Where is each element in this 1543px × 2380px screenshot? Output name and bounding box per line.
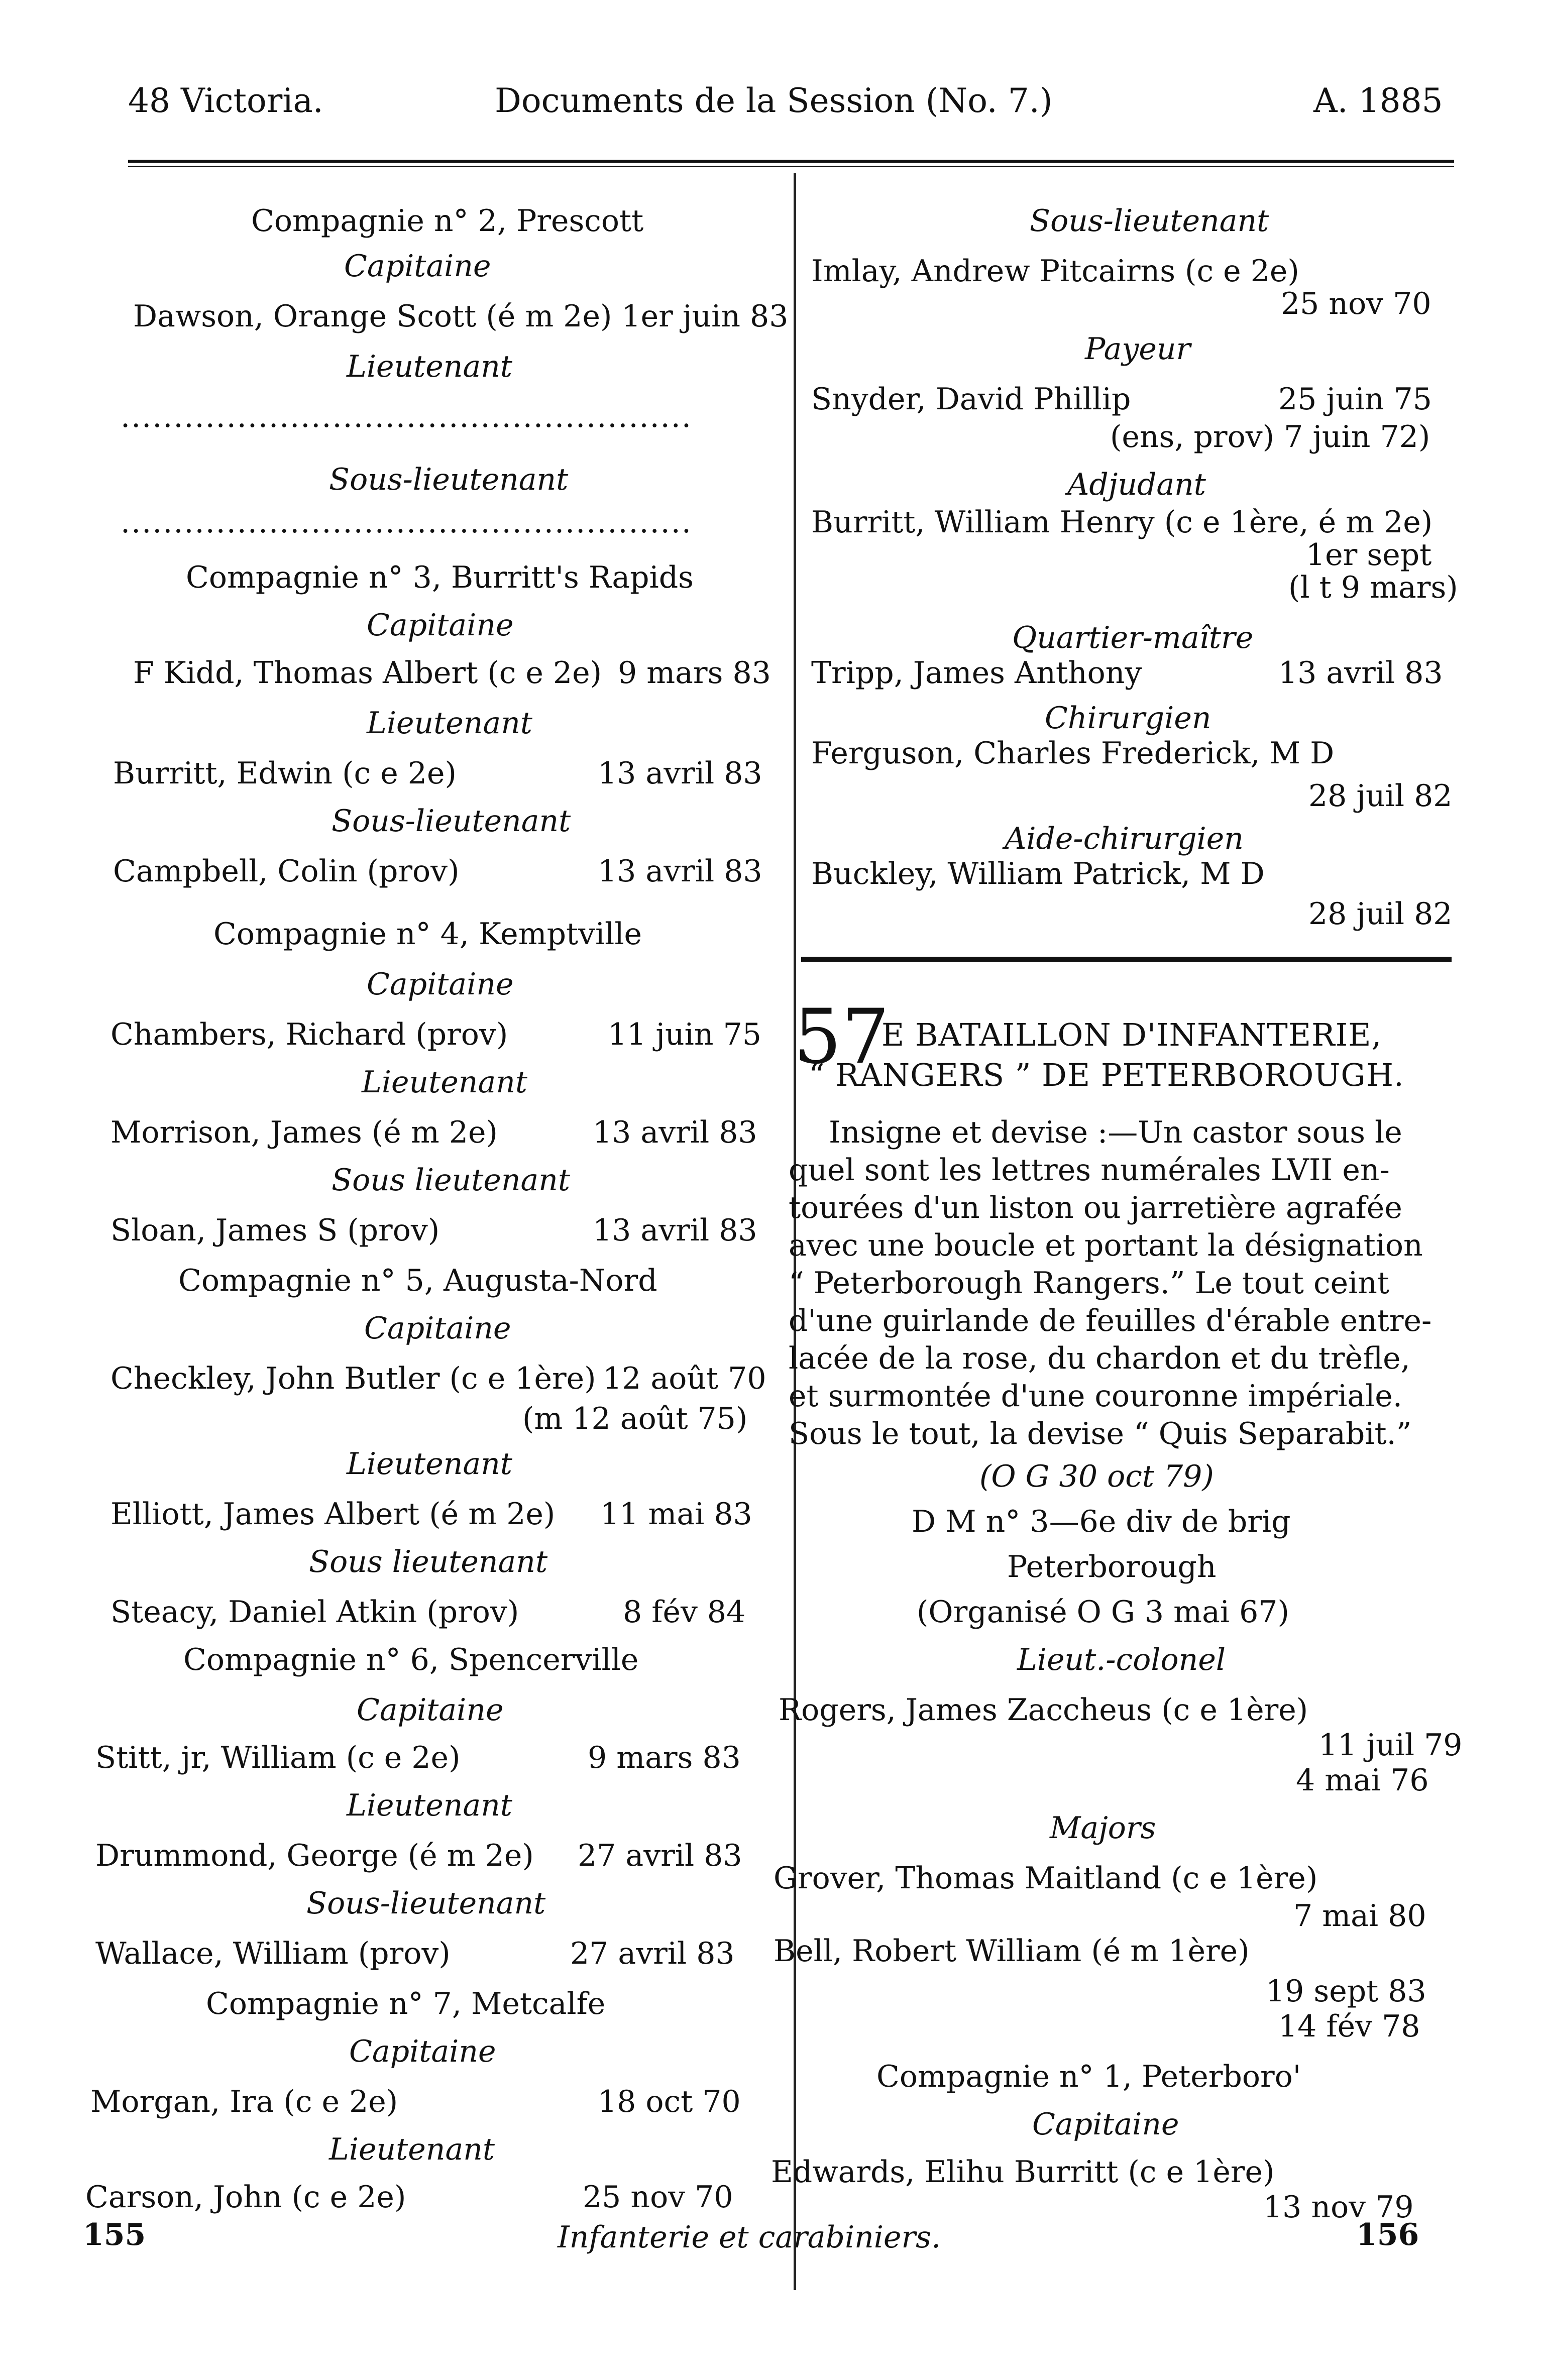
r-payeur-date-ens: (ens, prov) 7 juin 72)	[1110, 419, 1430, 455]
r-sous-lieutenant-date: 25 nov 70	[1281, 286, 1431, 321]
insigne-line-2: quel sont les lettres numérales LVII en-	[789, 1153, 1390, 1188]
r-quartier-maitre-entry: Tripp, James Anthony	[811, 655, 1142, 691]
c6-lieutenant-date: 27 avril 83	[578, 1838, 742, 1873]
c4-capitaine-label: Capitaine	[367, 967, 514, 1002]
c4-capitaine-date: 11 juin 75	[608, 1017, 761, 1052]
c6-sous-lieutenant-label: Sous-lieutenant	[306, 1886, 546, 1921]
c6-sous-lieutenant-entry: Wallace, William (prov)	[95, 1936, 451, 1971]
c3-capitaine-label: Capitaine	[367, 608, 514, 643]
district-militaire: D M n° 3—6e div de brig	[912, 1504, 1291, 1539]
c4-sous-lieutenant-entry: Sloan, James S (prov)	[111, 1213, 440, 1248]
r-quartier-maitre-date: 13 avril 83	[1278, 655, 1443, 691]
majors-label: Majors	[1050, 1810, 1156, 1846]
organise-date: (Organisé O G 3 mai 67)	[917, 1595, 1289, 1630]
c5-lieutenant-label: Lieutenant	[347, 1446, 512, 1482]
c2-capitaine-label: Capitaine	[344, 249, 491, 284]
major-1-entry: Grover, Thomas Maitland (c e 1ère)	[774, 1861, 1318, 1896]
c5-sous-lieutenant-entry: Steacy, Daniel Atkin (prov)	[111, 1595, 519, 1630]
r-sous-lieutenant-entry: Imlay, Andrew Pitcairns (c e 2e)	[811, 254, 1299, 289]
c6-capitaine-date: 9 mars 83	[588, 1740, 741, 1775]
header-rule-thick	[128, 160, 1454, 163]
c4-lieutenant-date: 13 avril 83	[593, 1115, 757, 1150]
r-chirurgien-entry: Ferguson, Charles Frederick, M D	[811, 736, 1335, 771]
insigne-line-8: et surmontée d'une couronne impériale.	[789, 1379, 1402, 1414]
header-right: A. 1885	[1313, 81, 1443, 120]
battalion-number: 57	[794, 993, 890, 1081]
c3-sous-lieutenant-entry: Campbell, Colin (prov)	[113, 854, 460, 889]
rc1-capitaine-label: Capitaine	[1032, 2107, 1179, 2142]
c5-lieutenant-date: 11 mai 83	[600, 1497, 752, 1532]
r-adjudant-label: Adjudant	[1067, 467, 1206, 502]
c2-lieutenant-vacant: ......................................................	[121, 399, 692, 434]
c7-lieutenant-date: 25 nov 70	[583, 2180, 733, 2215]
c5-capitaine-entry: Checkley, John Butler (c e 1ère)	[111, 1361, 596, 1396]
insigne-line-7: lacée de la rose, du chardon et du trèfle,	[789, 1341, 1410, 1376]
c7-lieutenant-label: Lieutenant	[329, 2132, 495, 2167]
header-rule-thin	[128, 166, 1454, 167]
c6-heading: Compagnie n° 6, Spencerville	[183, 1642, 639, 1677]
c7-capitaine-label: Capitaine	[349, 2034, 496, 2069]
rc1-heading: Compagnie n° 1, Peterboro'	[876, 2059, 1301, 2094]
footer-center: Infanterie et carabiniers.	[558, 2220, 941, 2255]
c3-sous-lieutenant-label: Sous-lieutenant	[332, 804, 571, 839]
c3-heading: Compagnie n° 3, Burritt's Rapids	[186, 560, 694, 595]
major-2-date2: 14 fév 78	[1278, 2009, 1420, 2044]
c5-sous-lieutenant-date: 8 fév 84	[623, 1595, 746, 1630]
c2-sous-lieutenant-label: Sous-lieutenant	[329, 462, 569, 497]
r-sous-lieutenant-label: Sous-lieutenant	[1030, 203, 1269, 239]
rc1-capitaine-entry: Edwards, Elihu Burritt (c e 1ère)	[771, 2155, 1275, 2190]
c2-sous-lieutenant-vacant: ......................................................	[121, 505, 692, 540]
r-aide-chirurgien-entry: Buckley, William Patrick, M D	[811, 856, 1265, 891]
c3-capitaine-entry: F Kidd, Thomas Albert (c e 2e)	[133, 655, 602, 691]
major-2-entry: Bell, Robert William (é m 1ère)	[774, 1934, 1250, 1969]
c4-lieutenant-entry: Morrison, James (é m 2e)	[111, 1115, 498, 1150]
c6-sous-lieutenant-date: 27 avril 83	[570, 1936, 735, 1971]
c2-capitaine-entry: Dawson, Orange Scott (é m 2e) 1er juin 83	[133, 299, 789, 334]
lieut-colonel-date: 11 juil 79	[1318, 1728, 1463, 1763]
c6-capitaine-entry: Stitt, jr, William (c e 2e)	[95, 1740, 461, 1775]
lieut-colonel-date2: 4 mai 76	[1296, 1763, 1429, 1798]
battalion-title-line1: E BATAILLON D'INFANTERIE,	[881, 1016, 1382, 1053]
battalion-title-line2: “ RANGERS ” DE PETERBOROUGH.	[809, 1057, 1404, 1093]
lieut-colonel-entry: Rogers, James Zaccheus (c e 1ère)	[779, 1692, 1308, 1728]
header-center: Documents de la Session (No. 7.)	[495, 81, 1053, 120]
r-aide-chirurgien-date: 28 juil 82	[1308, 896, 1453, 932]
r-adjudant-entry: Burritt, William Henry (c e 1ère, é m 2e)	[811, 505, 1433, 540]
hq-location: Peterborough	[1007, 1549, 1217, 1584]
insigne-line-9: Sous le tout, la devise “ Quis Separabit.”	[789, 1416, 1412, 1451]
r-aide-chirurgien-label: Aide-chirurgien	[1005, 821, 1244, 856]
c5-capitaine-label: Capitaine	[364, 1311, 511, 1346]
c4-capitaine-entry: Chambers, Richard (prov)	[111, 1017, 508, 1052]
c7-capitaine-entry: Morgan, Ira (c e 2e)	[90, 2084, 398, 2119]
c4-lieutenant-label: Lieutenant	[362, 1065, 527, 1100]
r-payeur-entry: Snyder, David Phillip	[811, 382, 1131, 417]
c3-lieutenant-label: Lieutenant	[367, 706, 532, 741]
c6-capitaine-label: Capitaine	[357, 1692, 504, 1728]
c7-heading: Compagnie n° 7, Metcalfe	[206, 1986, 606, 2021]
c5-sous-lieutenant-label: Sous lieutenant	[309, 1544, 548, 1579]
insigne-line-4: avec une boucle et portant la désignation	[789, 1228, 1423, 1263]
c4-heading: Compagnie n° 4, Kemptville	[213, 917, 642, 952]
r-chirurgien-date: 28 juil 82	[1308, 778, 1453, 814]
r-payeur-date: 25 juin 75	[1278, 382, 1432, 417]
c2-heading: Compagnie n° 2, Prescott	[251, 203, 644, 239]
rc1-capitaine-date: 13 nov 79	[1263, 2190, 1414, 2225]
insigne-line-1: Insigne et devise :—Un castor sous le	[829, 1115, 1402, 1150]
r-chirurgien-label: Chirurgien	[1045, 701, 1211, 736]
c3-lieutenant-date: 13 avril 83	[598, 756, 762, 791]
c3-capitaine-date: 9 mars 83	[618, 655, 771, 691]
c3-sous-lieutenant-date: 13 avril 83	[598, 854, 762, 889]
header-left: 48 Victoria.	[128, 81, 323, 120]
c7-capitaine-date: 18 oct 70	[598, 2084, 741, 2119]
c3-lieutenant-entry: Burritt, Edwin (c e 2e)	[113, 756, 457, 791]
lieut-colonel-label: Lieut.-colonel	[1017, 1642, 1226, 1677]
c5-capitaine-date-major: (m 12 août 75)	[522, 1401, 748, 1436]
og-reference: (O G 30 oct 79)	[979, 1459, 1214, 1494]
r-adjudant-date-lt: (l t 9 mars)	[1288, 570, 1458, 605]
section-divider-bar	[801, 957, 1452, 962]
c6-lieutenant-label: Lieutenant	[347, 1788, 512, 1823]
r-payeur-label: Payeur	[1085, 331, 1191, 367]
c2-lieutenant-label: Lieutenant	[347, 349, 512, 384]
c7-lieutenant-entry: Carson, John (c e 2e)	[85, 2180, 406, 2215]
c5-capitaine-date: 12 août 70	[603, 1361, 766, 1396]
c6-lieutenant-entry: Drummond, George (é m 2e)	[95, 1838, 534, 1873]
c5-heading: Compagnie n° 5, Augusta-Nord	[178, 1263, 657, 1298]
major-1-date: 7 mai 80	[1293, 1898, 1426, 1934]
insigne-line-3: tourées d'un liston ou jarretière agrafée	[789, 1190, 1402, 1225]
footer-page-right: 156	[1356, 2217, 1419, 2252]
insigne-line-6: d'une guirlande de feuilles d'érable entre-	[789, 1303, 1432, 1338]
r-quartier-maitre-label: Quartier-maître	[1012, 620, 1254, 655]
r-adjudant-date: 1er sept	[1306, 537, 1432, 573]
major-2-date: 19 sept 83	[1266, 1974, 1426, 2009]
c5-lieutenant-entry: Elliott, James Albert (é m 2e)	[111, 1497, 556, 1532]
footer-page-left: 155	[83, 2217, 146, 2252]
c4-sous-lieutenant-date: 13 avril 83	[593, 1213, 757, 1248]
c4-sous-lieutenant-label: Sous lieutenant	[332, 1163, 571, 1198]
insigne-line-5: “ Peterborough Rangers.” Le tout ceint	[789, 1266, 1390, 1301]
